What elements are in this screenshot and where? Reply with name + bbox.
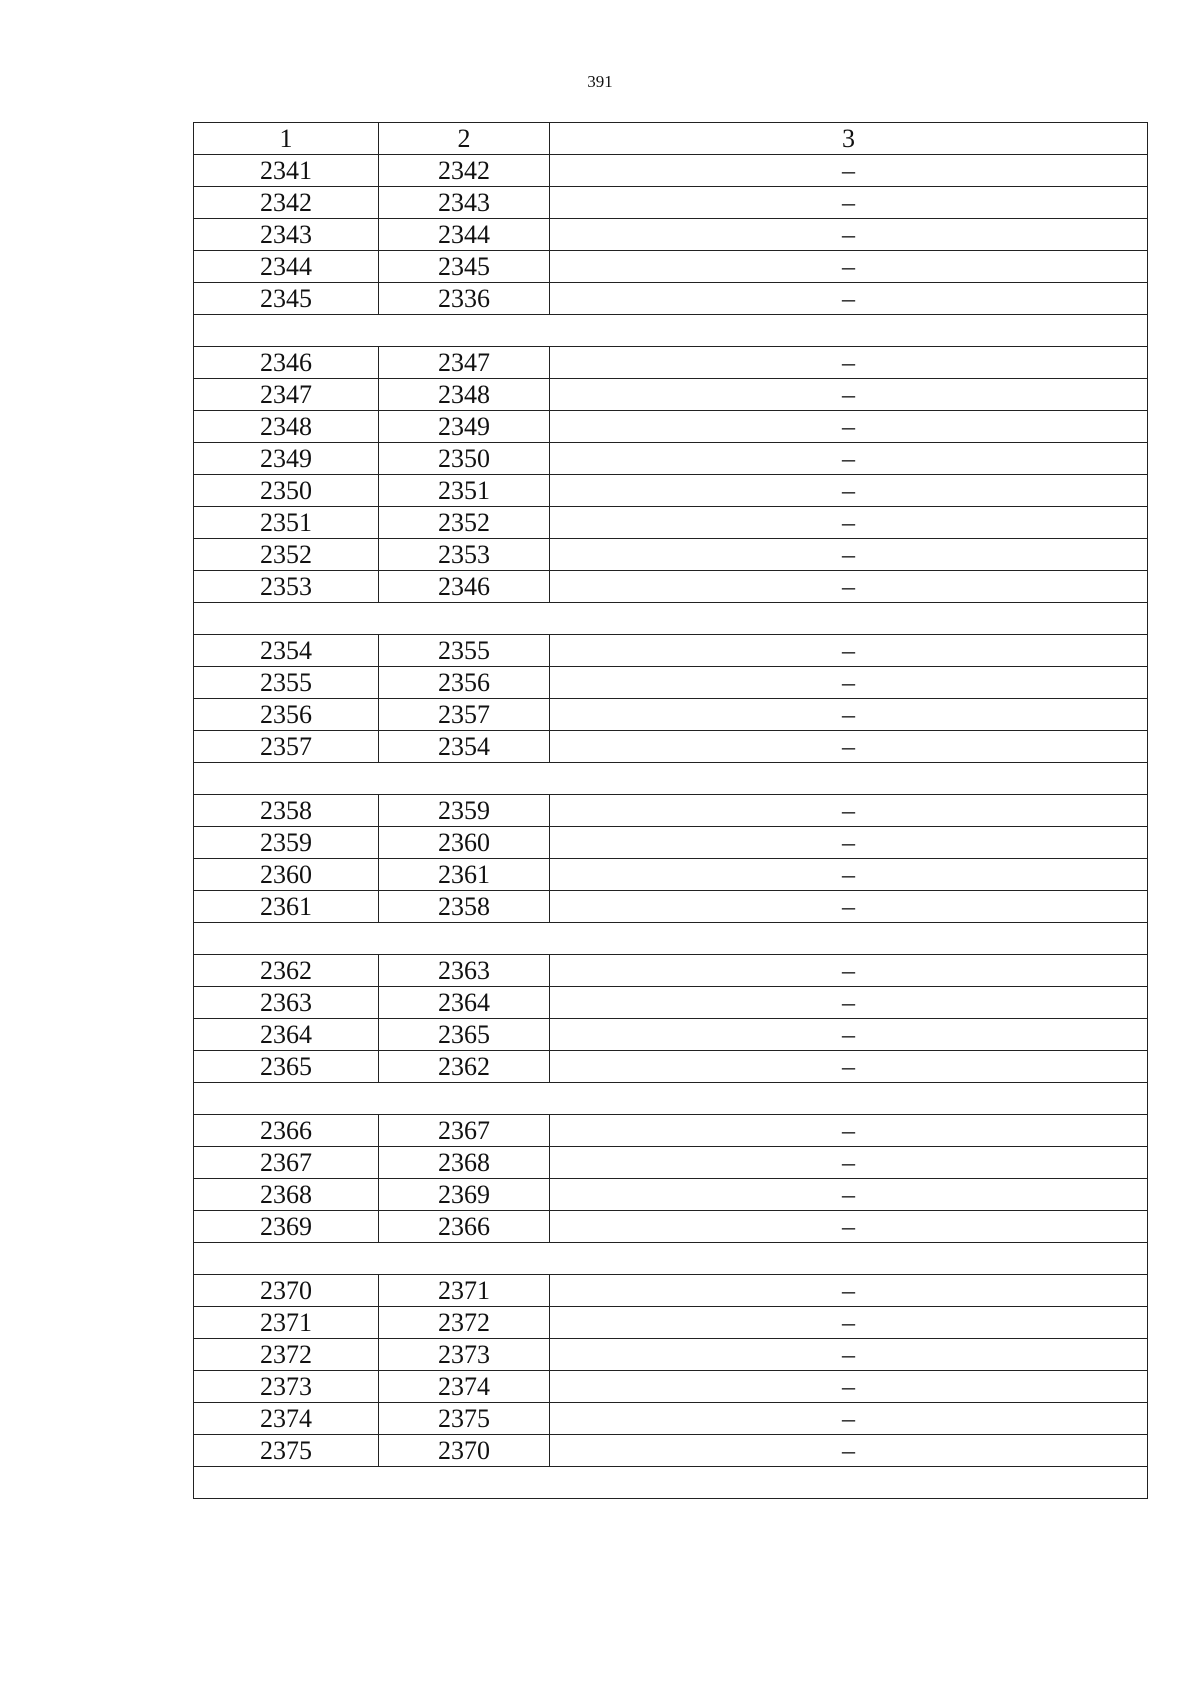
table-row [194,1051,1148,1083]
group-separator-row [194,923,1148,955]
table-row [194,507,1148,539]
table-row [194,411,1148,443]
cell-col3: – [550,795,1148,827]
cell-col2: 2359 [379,795,550,827]
cell-col3: – [550,987,1148,1019]
cell-col3: – [550,827,1148,859]
cell-col3: – [550,475,1148,507]
cell-col3: – [550,1307,1148,1339]
cell-col1: 2351 [194,507,379,539]
cell-col2: 2362 [379,1051,550,1083]
group-separator-row [194,1467,1148,1499]
cell-col2: 2372 [379,1307,550,1339]
cell-col1: 2374 [194,1403,379,1435]
separator-cell [194,315,1148,347]
separator-cell [194,603,1148,635]
group-separator-row [194,603,1148,635]
cell-col2: 2373 [379,1339,550,1371]
table-row [194,571,1148,603]
table-row [194,1115,1148,1147]
table-row [194,955,1148,987]
table-row [194,219,1148,251]
cell-col2: 2360 [379,827,550,859]
cell-col3: – [550,667,1148,699]
cell-col1: 2354 [194,635,379,667]
cell-col3: – [550,155,1148,187]
cell-col2: 2348 [379,379,550,411]
cell-col3: – [550,1051,1148,1083]
cell-col1: 2346 [194,347,379,379]
table-header-row [194,123,1148,155]
cell-col1: 2349 [194,443,379,475]
cell-col1: 2355 [194,667,379,699]
cell-col2: 2356 [379,667,550,699]
cell-col1: 2359 [194,827,379,859]
cell-col1: 2366 [194,1115,379,1147]
cell-col2: 2357 [379,699,550,731]
cell-col1: 2365 [194,1051,379,1083]
cell-col3: – [550,1435,1148,1467]
cell-col3: – [550,347,1148,379]
table-row [194,539,1148,571]
cell-col2: 2369 [379,1179,550,1211]
cell-col1: 2361 [194,891,379,923]
cell-col3: – [550,1147,1148,1179]
cell-col2: 2375 [379,1403,550,1435]
cell-col3: – [550,187,1148,219]
cell-col1: 2368 [194,1179,379,1211]
page-number: 391 [587,72,613,91]
table-row [194,347,1148,379]
cell-col2: 2346 [379,571,550,603]
cell-col1: 2341 [194,155,379,187]
table-row [194,891,1148,923]
table-row [194,1307,1148,1339]
cell-col1: 2353 [194,571,379,603]
cell-col1: 2370 [194,1275,379,1307]
cell-col2: 2353 [379,539,550,571]
table-row [194,827,1148,859]
cell-col2: 2363 [379,955,550,987]
group-separator-row [194,1243,1148,1275]
cell-col1: 2369 [194,1211,379,1243]
group-separator-row [194,315,1148,347]
cell-col3: – [550,1211,1148,1243]
table-row [194,795,1148,827]
table-row [194,251,1148,283]
table-row [194,443,1148,475]
separator-cell [194,923,1148,955]
table-row [194,667,1148,699]
table-row [194,987,1148,1019]
table-row [194,1371,1148,1403]
cell-col2: 2368 [379,1147,550,1179]
table-row [194,699,1148,731]
cell-col1: 2362 [194,955,379,987]
cell-col1: 2372 [194,1339,379,1371]
cell-col3: – [550,251,1148,283]
table-row [194,283,1148,315]
cell-col2: 2345 [379,251,550,283]
cell-col3: – [550,539,1148,571]
table-row [194,475,1148,507]
cell-col3: – [550,283,1148,315]
cell-col3: – [550,379,1148,411]
cell-col1: 2347 [194,379,379,411]
table-row [194,1019,1148,1051]
cell-col3: – [550,1403,1148,1435]
cell-col2: 2342 [379,155,550,187]
data-table [193,122,1148,1499]
cell-col1: 2371 [194,1307,379,1339]
cell-col2: 2352 [379,507,550,539]
cell-col1: 2356 [194,699,379,731]
table-row [194,155,1148,187]
cell-col2: 2365 [379,1019,550,1051]
cell-col3: – [550,731,1148,763]
group-separator-row [194,1083,1148,1115]
cell-col3: – [550,635,1148,667]
cell-col1: 2363 [194,987,379,1019]
separator-cell [194,1243,1148,1275]
cell-col3: – [550,1339,1148,1371]
cell-col1: 2375 [194,1435,379,1467]
table-row [194,1211,1148,1243]
table-row [194,859,1148,891]
cell-col3: – [550,699,1148,731]
cell-col3: – [550,1371,1148,1403]
cell-col2: 2336 [379,283,550,315]
cell-col2: 2358 [379,891,550,923]
cell-col3: – [550,859,1148,891]
cell-col2: 2355 [379,635,550,667]
cell-col2: 2366 [379,1211,550,1243]
separator-cell [194,1083,1148,1115]
cell-col1: 2367 [194,1147,379,1179]
cell-col1: 2342 [194,187,379,219]
cell-col1: 2373 [194,1371,379,1403]
cell-col2: 2349 [379,411,550,443]
cell-col1: 2345 [194,283,379,315]
cell-col3: – [550,443,1148,475]
cell-col1: 2348 [194,411,379,443]
cell-col2: 2374 [379,1371,550,1403]
table-row [194,1147,1148,1179]
cell-col3: – [550,891,1148,923]
cell-col2: 2354 [379,731,550,763]
table-row [194,379,1148,411]
table-row [194,731,1148,763]
cell-col2: 2361 [379,859,550,891]
cell-col1: 2352 [194,539,379,571]
cell-col2: 2350 [379,443,550,475]
cell-col2: 2364 [379,987,550,1019]
cell-col2: 2351 [379,475,550,507]
table-row [194,1275,1148,1307]
table-row [194,635,1148,667]
table-body [194,123,1148,1499]
table-row [194,1403,1148,1435]
cell-col2: 2347 [379,347,550,379]
cell-col1: 2360 [194,859,379,891]
table-row [194,187,1148,219]
cell-col2: 2370 [379,1435,550,1467]
cell-col3: – [550,955,1148,987]
cell-col1: 2343 [194,219,379,251]
cell-col3: – [550,219,1148,251]
cell-col3: – [550,571,1148,603]
cell-col3: – [550,1275,1148,1307]
separator-cell [194,1467,1148,1499]
cell-col1: 2358 [194,795,379,827]
cell-col1: 2364 [194,1019,379,1051]
table-row [194,1179,1148,1211]
group-separator-row [194,763,1148,795]
table-row [194,1339,1148,1371]
header-cell-col2: 2 [379,123,550,155]
cell-col1: 2344 [194,251,379,283]
cell-col3: – [550,411,1148,443]
table-row [194,1435,1148,1467]
header-cell-col3: 3 [550,123,1148,155]
cell-col2: 2367 [379,1115,550,1147]
cell-col2: 2371 [379,1275,550,1307]
cell-col3: – [550,1115,1148,1147]
cell-col3: – [550,1179,1148,1211]
cell-col3: – [550,1019,1148,1051]
cell-col3: – [550,507,1148,539]
cell-col1: 2357 [194,731,379,763]
header-cell-col1: 1 [194,123,379,155]
separator-cell [194,763,1148,795]
cell-col1: 2350 [194,475,379,507]
cell-col2: 2343 [379,187,550,219]
cell-col2: 2344 [379,219,550,251]
